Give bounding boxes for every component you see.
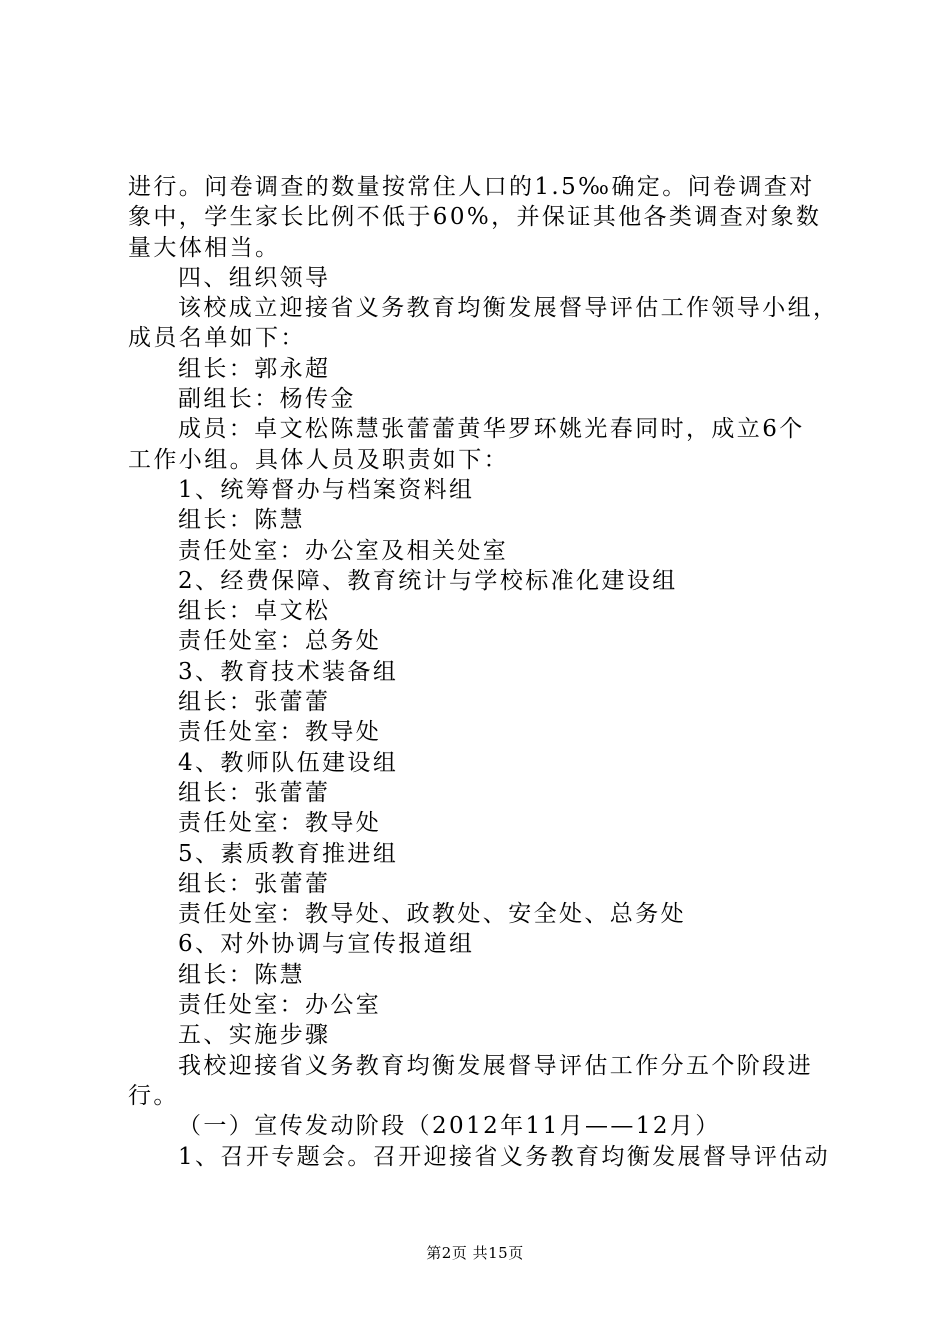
- text-line: 量大体相当。: [128, 234, 281, 261]
- text-line: 组长：张蕾蕾: [178, 870, 331, 897]
- text-line: 进行。问卷调查的数量按常住人口的1.5‰确定。问卷调查对: [128, 174, 815, 200]
- text-line: 五、实施步骤: [178, 1022, 331, 1049]
- text-line: 组长：陈慧: [178, 961, 305, 988]
- text-line: 1、召开专题会。召开迎接省义务教育均衡发展督导评估动: [178, 1143, 831, 1170]
- text-line: 责任处室：办公室: [178, 992, 382, 1019]
- text-line: 3、教育技术装备组: [178, 658, 399, 685]
- text-line: 行。: [128, 1082, 179, 1109]
- text-line: 责任处室：教导处: [178, 719, 382, 746]
- text-line: 组长：郭永超: [178, 355, 331, 382]
- page-footer: 第2页 共15页: [426, 1244, 524, 1262]
- text-line: 象中，学生家长比例不低于60%，并保证其他各类调查对象数: [128, 204, 822, 231]
- text-line: 成员：卓文松陈慧张蕾蕾黄华罗环姚光春同时，成立6个: [178, 416, 805, 443]
- text-line: 我校迎接省义务教育均衡发展督导评估工作分五个阶段进: [178, 1052, 813, 1079]
- text-line: 副组长：杨传金: [178, 386, 356, 413]
- text-line: 工作小组。具体人员及职责如下：: [128, 446, 509, 473]
- text-line: 该校成立迎接省义务教育均衡发展督导评估工作领导小组，: [178, 295, 839, 322]
- text-line: 2、经费保障、教育统计与学校标准化建设组: [178, 567, 678, 594]
- text-line: （一）宣传发动阶段（2012年11月——12月）: [178, 1113, 721, 1140]
- text-line: 四、组织领导: [178, 264, 331, 291]
- text-line: 责任处室：教导处: [178, 810, 382, 837]
- text-line: 1、统筹督办与档案资料组: [178, 476, 475, 503]
- text-line: 4、教师队伍建设组: [178, 749, 399, 776]
- text-line: 责任处室：总务处: [178, 628, 382, 655]
- text-line: 组长：卓文松: [178, 598, 331, 625]
- text-line: 组长：陈慧: [178, 507, 305, 534]
- text-line: 成员名单如下：: [128, 325, 306, 352]
- text-line: 组长：张蕾蕾: [178, 689, 331, 716]
- text-line: 责任处室：办公室及相关处室: [178, 537, 509, 564]
- text-line: 5、素质教育推进组: [178, 840, 399, 867]
- document-body: [128, 172, 840, 1172]
- text-line: 6、对外协调与宣传报道组: [178, 931, 475, 958]
- text-line: 组长：张蕾蕾: [178, 779, 331, 806]
- text-line: 责任处室：教导处、政教处、安全处、总务处: [178, 901, 686, 928]
